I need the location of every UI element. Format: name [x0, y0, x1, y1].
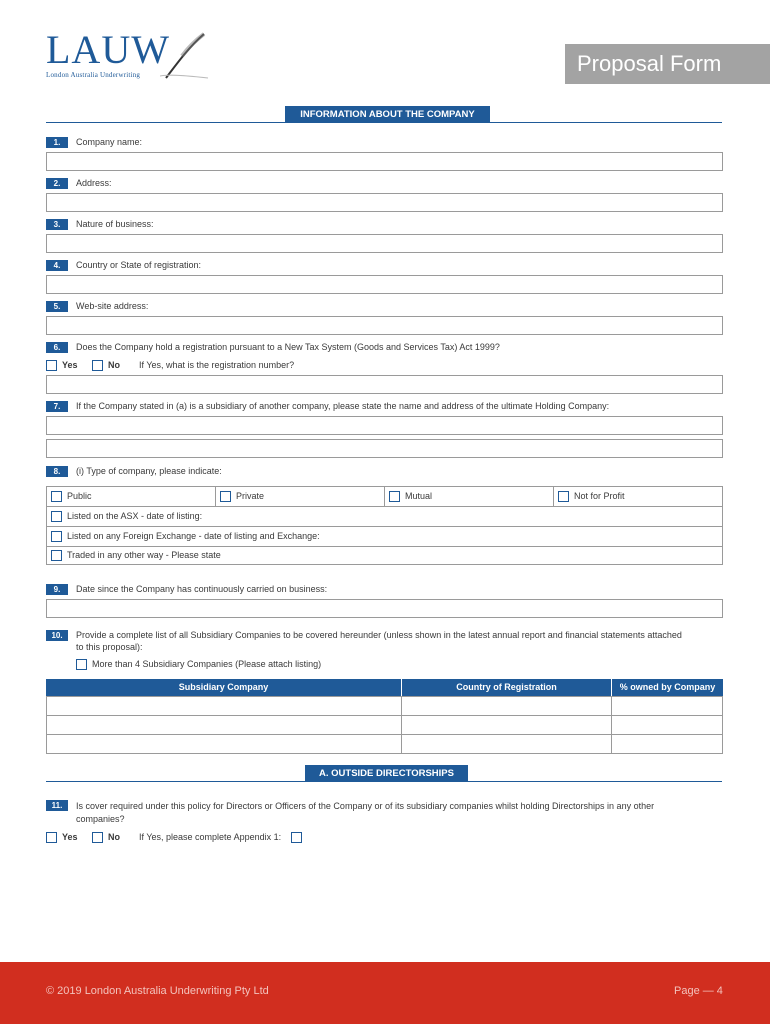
question-number-6: 6.: [46, 342, 68, 353]
nature-of-business-label: Nature of business:: [76, 219, 154, 229]
traded-other-label: Traded in any other way - Please state: [67, 550, 221, 560]
question-number-7: 7.: [46, 401, 68, 412]
footer-page-number: Page — 4: [674, 985, 723, 997]
gst-registration-input[interactable]: [46, 375, 723, 394]
grid-divider: [46, 546, 723, 547]
registration-country-label: Country or State of registration:: [76, 260, 202, 270]
listed-asx-label: Listed on the ASX - date of listing:: [67, 511, 203, 521]
holding-company-input-2[interactable]: [46, 439, 723, 458]
quill-icon: [160, 32, 210, 82]
question-number-9: 9.: [46, 584, 68, 595]
holding-company-label: If the Company stated in (a) is a subsidiary of another company, please state the name and address of the ultimate Holding Company:: [76, 401, 610, 411]
more-than-4-label: More than 4 Subsidiary Companies (Please attach listing): [92, 659, 322, 669]
directorships-no-label: No: [108, 832, 120, 842]
public-checkbox[interactable]: [51, 491, 62, 502]
not-for-profit-label: Not for Profit: [574, 491, 625, 501]
company-name-input[interactable]: [46, 152, 723, 171]
col-header-subsidiary: Subsidiary Company: [46, 679, 401, 696]
appendix-checkbox[interactable]: [291, 832, 302, 843]
form-title: Proposal Form: [565, 44, 770, 84]
company-type-label: (i) Type of company, please indicate:: [76, 466, 222, 476]
grid-divider: [215, 486, 216, 506]
subsidiary-table-body: [46, 696, 723, 754]
footer-copyright: © 2019 London Australia Underwriting Pty Ltd: [46, 985, 269, 997]
section-title-directorships: A. OUTSIDE DIRECTORSHIPS: [305, 765, 468, 782]
table-col-divider: [401, 696, 402, 754]
question-number-10: 10.: [46, 630, 68, 641]
private-label: Private: [236, 491, 265, 501]
listed-asx-checkbox[interactable]: [51, 511, 62, 522]
directorships-no-checkbox[interactable]: [92, 832, 103, 843]
registration-country-input[interactable]: [46, 275, 723, 294]
logo-text: LAUW: [46, 27, 170, 72]
grid-divider: [384, 486, 385, 506]
address-input[interactable]: [46, 193, 723, 212]
directorships-label-line2: companies?: [76, 814, 125, 824]
gst-no-checkbox[interactable]: [92, 360, 103, 371]
gst-no-label: No: [108, 360, 120, 370]
grid-divider: [46, 506, 723, 507]
question-number-4: 4.: [46, 260, 68, 271]
grid-divider: [553, 486, 554, 506]
col-header-owned: % owned by Company: [612, 679, 723, 696]
table-row-divider: [46, 715, 723, 716]
business-since-label: Date since the Company has continuously carried on business:: [76, 584, 328, 594]
mutual-checkbox[interactable]: [389, 491, 400, 502]
gst-question-label: Does the Company hold a registration pursuant to a New Tax System (Goods and Services Tax) Act 1999?: [76, 342, 500, 352]
question-number-1: 1.: [46, 137, 68, 148]
table-row-divider: [46, 734, 723, 735]
logo-subtitle: London Australia Underwriting: [46, 71, 141, 79]
not-for-profit-checkbox[interactable]: [558, 491, 569, 502]
question-number-3: 3.: [46, 219, 68, 230]
question-number-5: 5.: [46, 301, 68, 312]
section-title-company: INFORMATION ABOUT THE COMPANY: [285, 106, 490, 123]
col-header-country: Country of Registration: [402, 679, 611, 696]
subsidiaries-label-line2: to this proposal):: [76, 642, 143, 652]
mutual-label: Mutual: [405, 491, 433, 501]
nature-of-business-input[interactable]: [46, 234, 723, 253]
holding-company-input-1[interactable]: [46, 416, 723, 435]
subsidiaries-label-line1: Provide a complete list of all Subsidiary Companies to be covered hereunder (unless shown in the latest annual report and financial statements attached: [76, 630, 682, 640]
more-than-4-checkbox[interactable]: [76, 659, 87, 670]
directorships-yes-label: Yes: [62, 832, 78, 842]
business-since-input[interactable]: [46, 599, 723, 618]
table-col-divider: [611, 696, 612, 754]
question-number-8: 8.: [46, 466, 68, 477]
listed-foreign-label: Listed on any Foreign Exchange - date of listing and Exchange:: [67, 531, 320, 541]
question-number-11: 11.: [46, 800, 68, 811]
address-label: Address:: [76, 178, 112, 188]
traded-other-checkbox[interactable]: [51, 550, 62, 561]
public-label: Public: [67, 491, 92, 501]
website-input[interactable]: [46, 316, 723, 335]
company-name-label: Company name:: [76, 137, 143, 147]
appendix-label: If Yes, please complete Appendix 1:: [139, 832, 282, 842]
gst-followup-label: If Yes, what is the registration number?: [139, 360, 295, 370]
grid-divider: [46, 526, 723, 527]
website-label: Web-site address:: [76, 301, 149, 311]
directorships-label-line1: Is cover required under this policy for Directors or Officers of the Company or of its subsidiary companies whilst holding Directorships in any other: [76, 801, 655, 811]
directorships-yes-checkbox[interactable]: [46, 832, 57, 843]
gst-yes-label: Yes: [62, 360, 78, 370]
private-checkbox[interactable]: [220, 491, 231, 502]
gst-yes-checkbox[interactable]: [46, 360, 57, 371]
listed-foreign-checkbox[interactable]: [51, 531, 62, 542]
question-number-2: 2.: [46, 178, 68, 189]
